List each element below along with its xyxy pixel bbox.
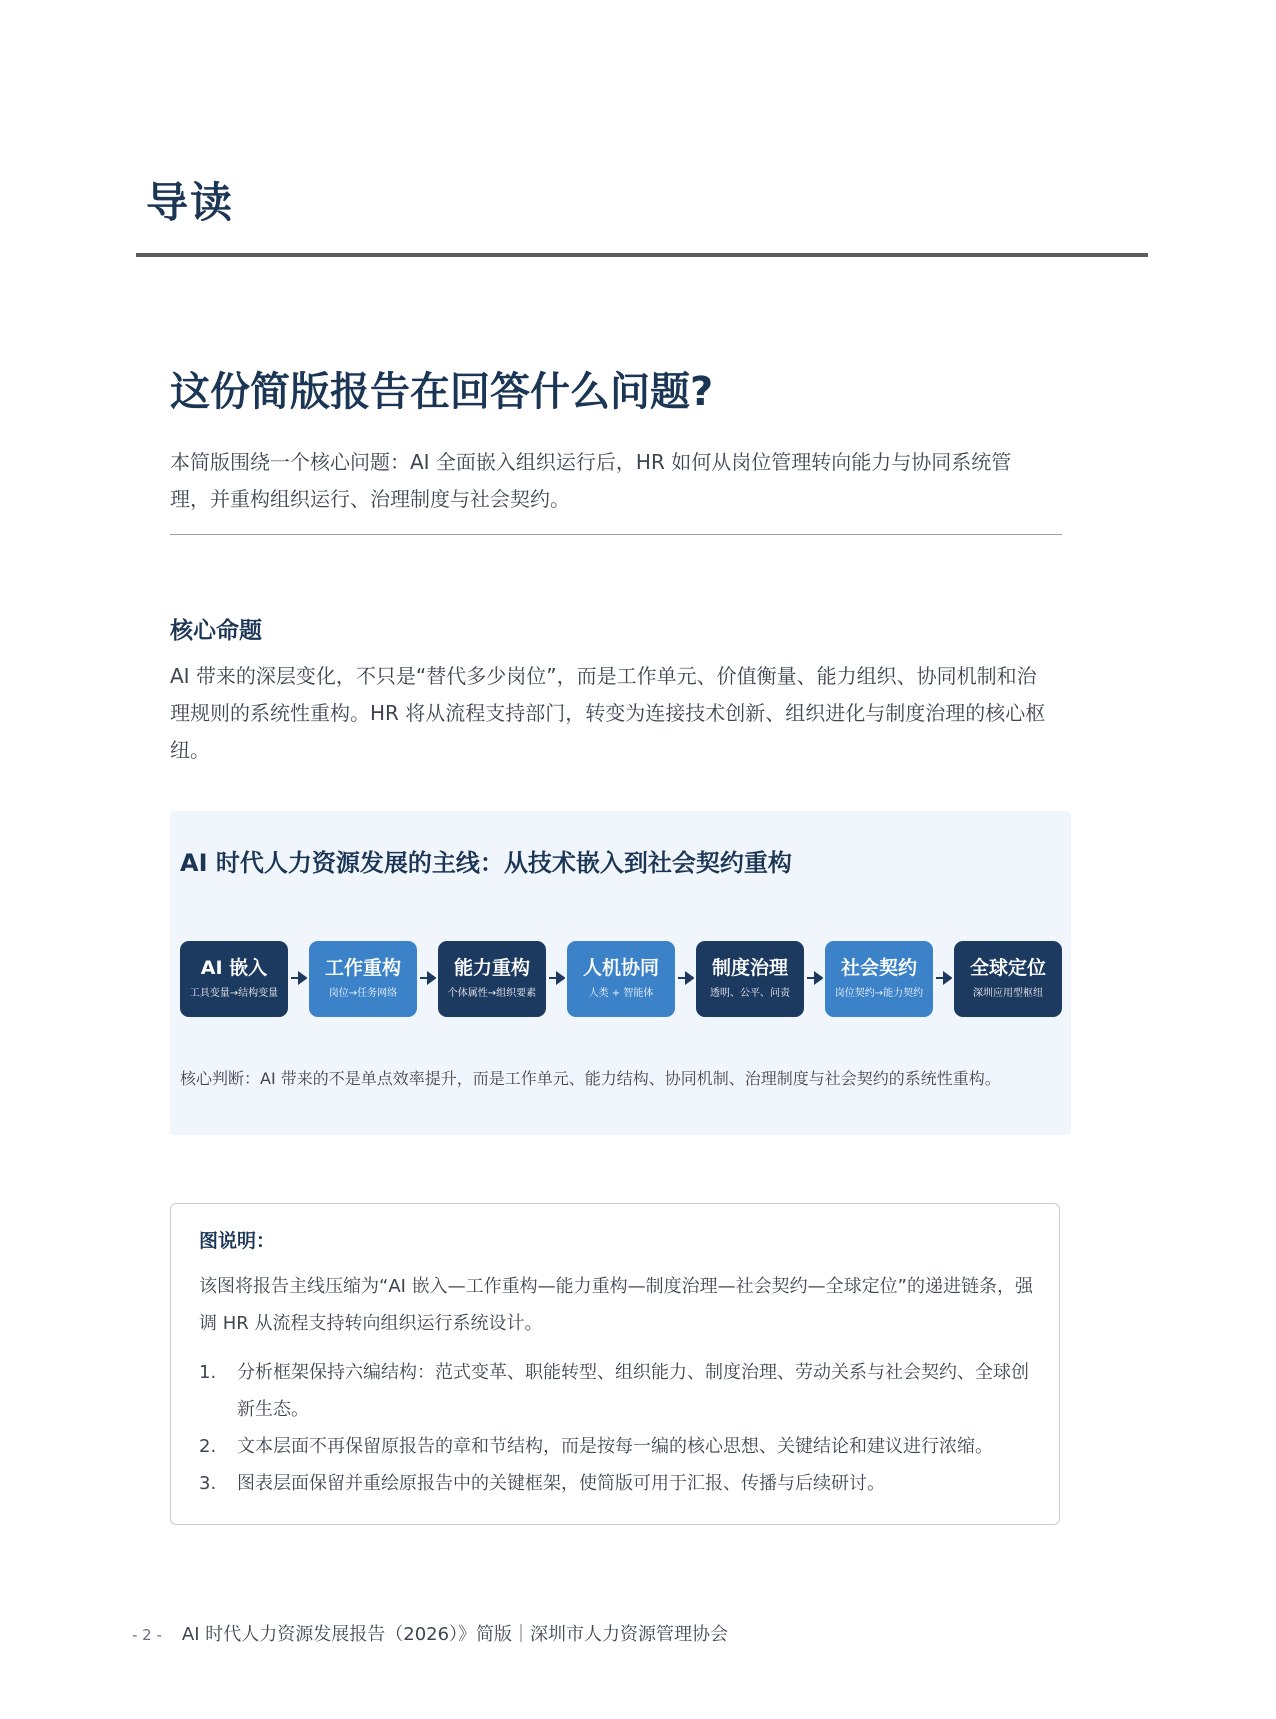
flow-arrow-icon bbox=[807, 971, 823, 985]
proposition-body: AI 带来的深层变化，不只是“替代多少岗位”，而是工作单元、价值衡量、能力组织、协同机制和治理规则的系统性重构。HR 将从流程支持部门，转变为连接技术创新、组织进化与制度治理的核心枢纽。 bbox=[170, 664, 1046, 762]
flow-node-label: AI 嵌入 bbox=[200, 957, 268, 979]
flow-node-label: 社会契约 bbox=[840, 957, 917, 979]
flow-node-ai-embed bbox=[180, 941, 288, 1017]
list-item-number: 1. bbox=[199, 1362, 217, 1383]
flow-node-sub: 人类 + 智能体 bbox=[588, 988, 654, 999]
flow-node-sub: 透明、公平、问责 bbox=[710, 988, 790, 999]
chapter-title: 导读 bbox=[146, 178, 235, 227]
caption-list-item bbox=[199, 1465, 1039, 1502]
caption-list-item bbox=[199, 1354, 1039, 1428]
intro-divider bbox=[170, 534, 1062, 535]
flow-node-work-restructure bbox=[309, 941, 417, 1017]
proposition-heading: 核心命题 bbox=[170, 618, 262, 644]
flow-arrow-icon bbox=[549, 971, 565, 985]
flow-node-human-machine bbox=[567, 941, 675, 1017]
footer-text: AI 时代人力资源发展报告（2026）》简版｜深圳市人力资源管理协会 bbox=[181, 1624, 729, 1645]
flow-node-sub: 岗位契约→能力契约 bbox=[834, 988, 924, 999]
list-item-number: 3. bbox=[199, 1473, 217, 1494]
list-item-text: 文本层面不再保留原报告的章和节结构，而是按每一编的核心思想、关键结论和建议进行浓缩。 bbox=[237, 1436, 993, 1457]
flow-node-sub: 深圳应用型枢纽 bbox=[973, 988, 1043, 999]
flow-node-social-contract bbox=[825, 941, 933, 1017]
section-intro: 本简版围绕一个核心问题：AI 全面嵌入组织运行后，HR 如何从岗位管理转向能力与协同系统管理，并重构组织运行、治理制度与社会契约。 bbox=[170, 450, 1012, 511]
flow-node-sub: 岗位→任务网络 bbox=[328, 988, 398, 999]
list-item-text: 分析框架保持六编结构：范式变革、职能转型、组织能力、制度治理、劳动关系与社会契约、全球创新生态。 bbox=[237, 1362, 1029, 1420]
flow-node-label: 人机协同 bbox=[582, 957, 659, 979]
list-item-number: 2. bbox=[199, 1436, 217, 1457]
flow-node-sub: 个体属性→组织要素 bbox=[447, 988, 537, 999]
flow-arrow-icon bbox=[291, 971, 307, 985]
figure-title: AI 时代人力资源发展的主线：从技术嵌入到社会契约重构 bbox=[180, 849, 792, 877]
flow-arrow-icon bbox=[936, 971, 952, 985]
caption-heading: 图说明： bbox=[199, 1230, 276, 1252]
flow-node-label: 全球定位 bbox=[969, 957, 1046, 979]
page-number: - 2 - bbox=[132, 1626, 162, 1644]
flow-node-capability-restructure bbox=[438, 941, 546, 1017]
list-item-text: 图表层面保留并重绘原报告中的关键框架，使简版可用于汇报、传播与后续研讨。 bbox=[237, 1473, 885, 1494]
flow-node-label: 制度治理 bbox=[711, 957, 788, 979]
chapter-divider bbox=[136, 253, 1148, 257]
section-title: 这份简版报告在回答什么问题? bbox=[170, 369, 714, 415]
flow-node-sub: 工具变量→结构变量 bbox=[189, 988, 279, 999]
figure-note: 核心判断：AI 带来的不是单点效率提升，而是工作单元、能力结构、协同机制、治理制度与社会契约的系统性重构。 bbox=[180, 1069, 1001, 1088]
flow-arrow-icon bbox=[420, 971, 436, 985]
caption-list-item bbox=[199, 1428, 1039, 1465]
flow-node-label: 工作重构 bbox=[324, 957, 401, 979]
caption-body: 该图将报告主线压缩为“AI 嵌入—工作重构—能力重构—制度治理—社会契约—全球定位”的递进链条，强调 HR 从流程支持转向组织运行系统设计。 bbox=[199, 1276, 1033, 1334]
page-footer bbox=[132, 1620, 728, 1646]
flow-arrow-icon bbox=[678, 971, 694, 985]
flow-node-institutional-governance bbox=[696, 941, 804, 1017]
flow-node-global-position bbox=[954, 941, 1062, 1017]
flow-node-label: 能力重构 bbox=[453, 957, 530, 979]
